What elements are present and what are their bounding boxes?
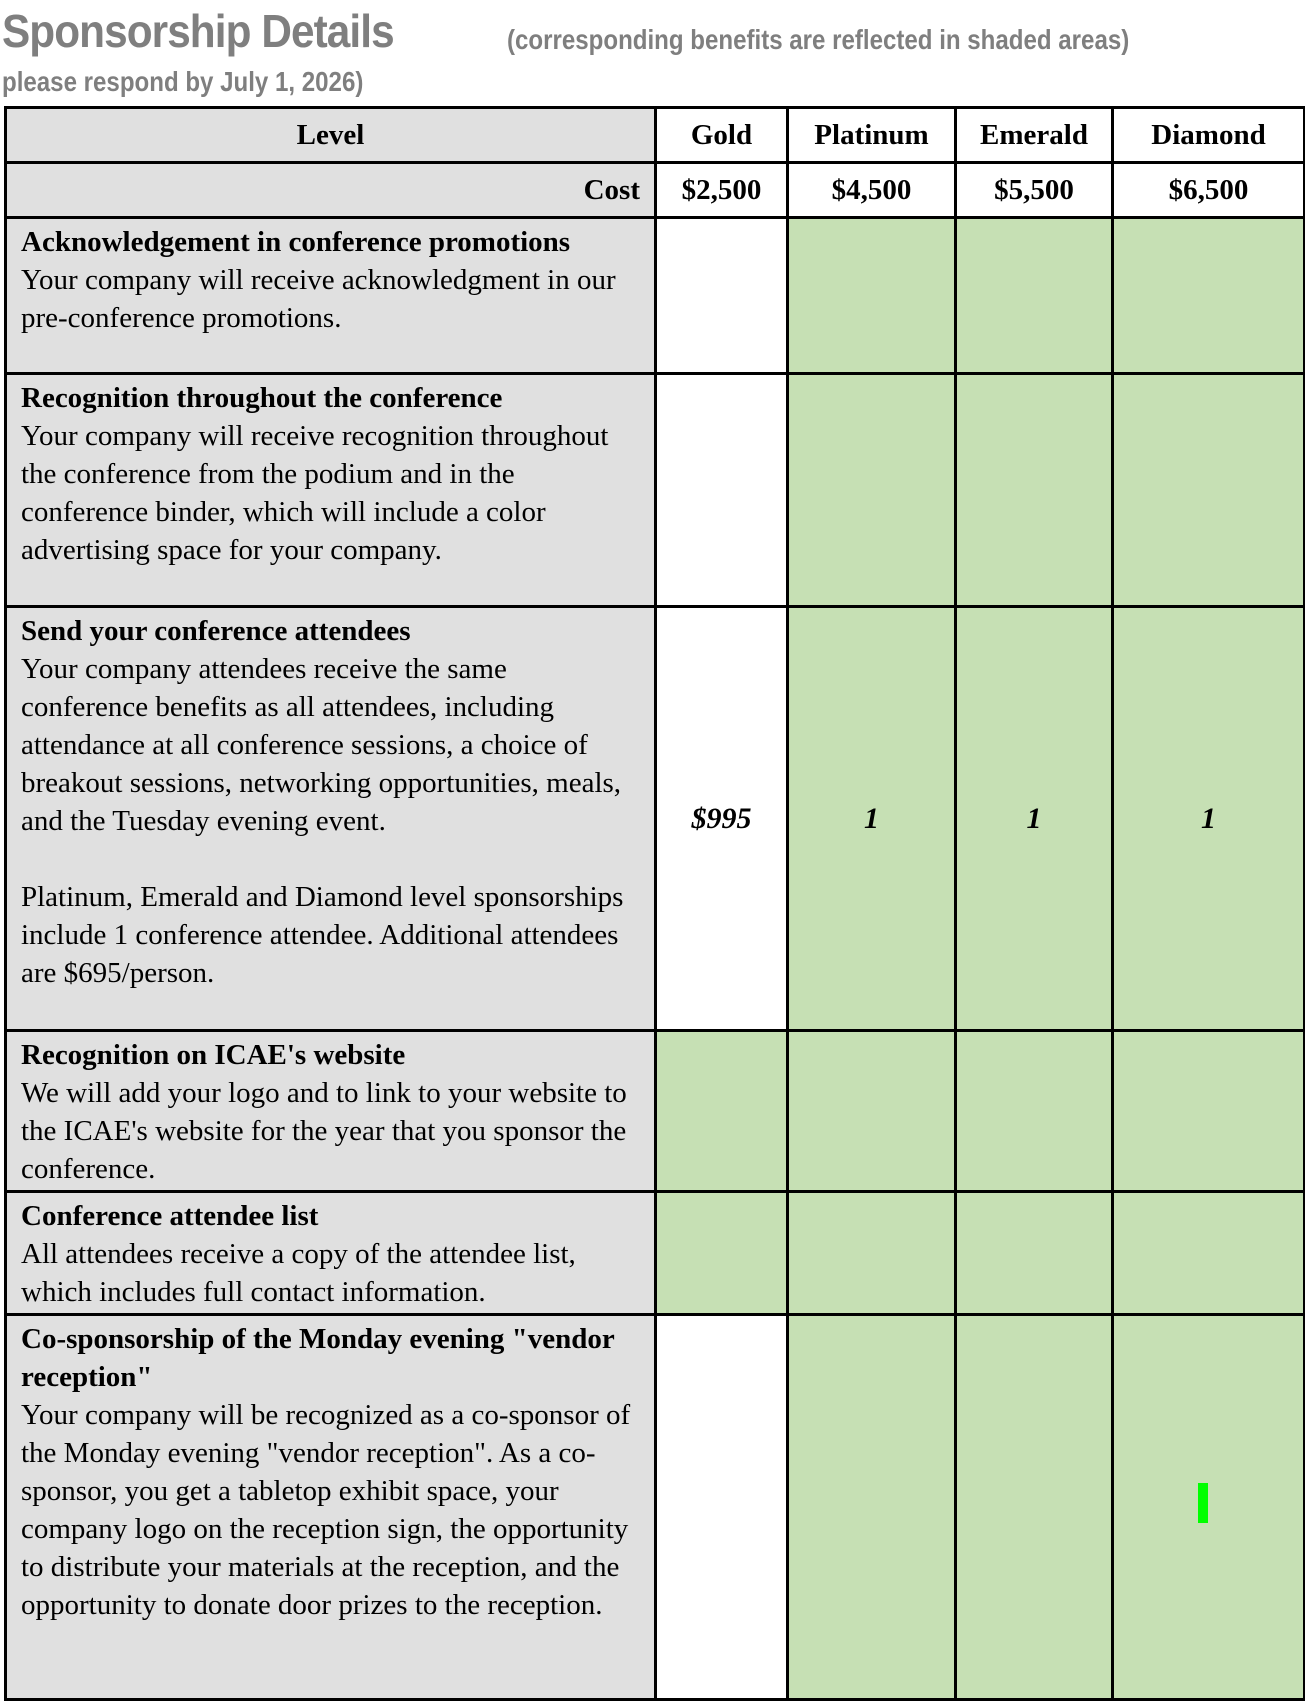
level-platinum: Platinum xyxy=(788,108,956,163)
cell-emerald xyxy=(956,1315,1113,1700)
cell-platinum xyxy=(788,218,956,374)
cell-emerald: 1 xyxy=(956,607,1113,1031)
level-header-row xyxy=(6,108,1305,163)
cost-gold: $2,500 xyxy=(656,163,788,218)
cell-platinum: 1 xyxy=(788,607,956,1031)
cost-emerald: $5,500 xyxy=(956,163,1113,218)
benefit-row xyxy=(6,218,1305,374)
respond-by-note: please respond by July 1, 2026) xyxy=(2,66,364,97)
cell-emerald xyxy=(956,1192,1113,1315)
cell-gold xyxy=(656,218,788,374)
cost-diamond: $6,500 xyxy=(1113,163,1305,218)
benefit-text: Your company attendees receive the same conference benefits as all attendees, including attendance at all conference sessions, a choice of breakout sessions, networking opportunities, meals, and the Tuesday evening event. xyxy=(21,653,622,837)
text-cursor-marker xyxy=(1198,1483,1208,1523)
cell-gold xyxy=(656,1031,788,1192)
cell-diamond: 1 xyxy=(1113,607,1305,1031)
benefit-description xyxy=(6,1031,656,1192)
benefit-row xyxy=(6,1192,1305,1315)
cell-platinum xyxy=(788,1192,956,1315)
cell-diamond xyxy=(1113,218,1305,374)
benefit-text: Your company will receive acknowledgment in our pre-conference promotions. xyxy=(21,264,616,334)
benefit-title: Recognition on ICAE's website xyxy=(21,1039,406,1071)
level-emerald: Emerald xyxy=(956,108,1113,163)
benefit-description xyxy=(6,1192,656,1315)
benefit-text: We will add your logo and to link to your website to the ICAE's website for the year that you sponsor the conference. xyxy=(21,1077,627,1185)
cell-emerald xyxy=(956,374,1113,607)
cell-gold xyxy=(656,1192,788,1315)
benefit-text: Your company will be recognized as a co-sponsor of the Monday evening "vendor reception". As a co-sponsor, you get a tabletop exhibit space, your company logo on the reception sign, the opportunity to distribute your materials at the reception, and the opportunity to donate door prizes to the reception. xyxy=(21,1399,631,1621)
benefit-row xyxy=(6,374,1305,607)
cost-platinum: $4,500 xyxy=(788,163,956,218)
cell-gold: $995 xyxy=(656,607,788,1031)
benefit-row xyxy=(6,1315,1305,1700)
cell-platinum xyxy=(788,1031,956,1192)
level-gold: Gold xyxy=(656,108,788,163)
cell-platinum xyxy=(788,1315,956,1700)
cost-row xyxy=(6,163,1305,218)
benefit-text: Your company will receive recognition throughout the conference from the podium and in the conference binder, which will include a color advertising space for your company. xyxy=(21,420,609,566)
page-header xyxy=(2,4,1305,97)
cell-gold xyxy=(656,374,788,607)
cell-emerald xyxy=(956,1031,1113,1192)
page-title: Sponsorship Details xyxy=(2,5,394,57)
benefit-description xyxy=(6,218,656,374)
cell-gold xyxy=(656,1315,788,1700)
benefit-row xyxy=(6,1031,1305,1192)
sponsorship-table xyxy=(4,106,1305,1701)
cell-platinum xyxy=(788,374,956,607)
benefit-description xyxy=(6,1315,656,1700)
cell-emerald xyxy=(956,218,1113,374)
cell-diamond xyxy=(1113,1192,1305,1315)
page-subtitle: (corresponding benefits are reflected in shaded areas) xyxy=(507,24,1130,55)
cost-label: Cost xyxy=(6,163,656,218)
benefit-title: Co-sponsorship of the Monday evening "vendor reception" xyxy=(21,1323,615,1393)
benefit-row xyxy=(6,607,1305,1031)
benefit-description xyxy=(6,374,656,607)
benefit-description xyxy=(6,607,656,1031)
benefit-title: Acknowledgement in conference promotions xyxy=(21,226,571,258)
benefit-text: All attendees receive a copy of the attendee list, which includes full contact information. xyxy=(21,1238,576,1308)
benefit-title: Recognition throughout the conference xyxy=(21,382,503,414)
benefit-title: Send your conference attendees xyxy=(21,615,411,647)
benefit-title: Conference attendee list xyxy=(21,1200,319,1232)
level-label: Level xyxy=(6,108,656,163)
level-diamond: Diamond xyxy=(1113,108,1305,163)
cell-diamond xyxy=(1113,1315,1305,1700)
cell-diamond xyxy=(1113,374,1305,607)
benefit-text-extra: Platinum, Emerald and Diamond level sponsorships include 1 conference attendee. Additional attendees are $695/person. xyxy=(21,881,624,989)
cell-diamond xyxy=(1113,1031,1305,1192)
